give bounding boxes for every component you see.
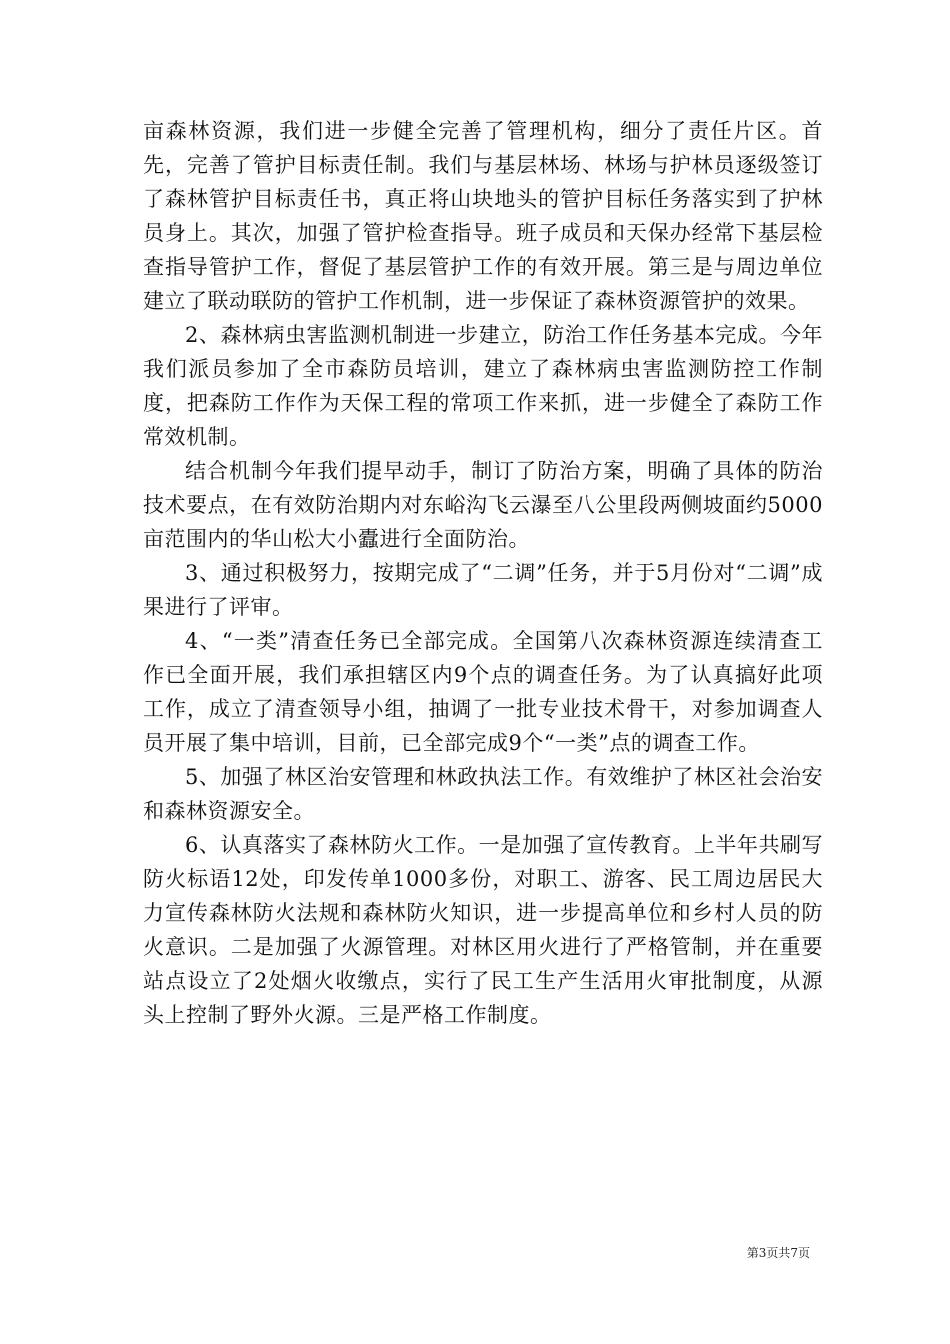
paragraph-public-security: 5、加强了林区治安管理和林政执法工作。有效维护了林区社会治安和森林资源安全。 xyxy=(143,765,823,823)
paragraph-inventory: 4、“一类”清查任务已全部完成。全国第八次森林资源连续清查工作已全面开展，我们承担辖区内9个点的调查任务。为了认真搞好此项工作，成立了清查领导小组，抽调了一批专业技术骨干，对参加调查人员开展了集中培训，目前，已全部完成9个“一类”点的调查工作。 xyxy=(143,629,823,755)
paragraph-fire-prevention: 6、认真落实了森林防火工作。一是加强了宣传教育。上半年共刷写防火标语12处，印发传单1000多份，对职工、游客、民工周边居民大力宣传森林防火法规和森林防火知识，进一步提高单位和乡村人员的防火意识。二是加强了火源管理。对林区用火进行了严格管制，并在重要站点设立了2处烟火收缴点，实行了民工生产生活用火审批制度，从源头上控制了野外火源。三是严格工作制度。 xyxy=(143,833,823,1027)
paragraph-second-survey: 3、通过积极努力，按期完成了“二调”任务，并于5月份对“二调”成果进行了评审。 xyxy=(143,561,823,619)
page-number: 第3页共7页 xyxy=(746,1246,810,1260)
document-body xyxy=(143,114,823,1032)
paragraph-pest-monitoring: 2、森林病虫害监测机制进一步建立，防治工作任务基本完成。今年我们派员参加了全市森防员培训，建立了森林病虫害监测防控工作制度，把森防工作作为天保工程的常项工作来抓，进一步健全了森防工作常效机制。 xyxy=(143,323,823,449)
paragraph-resource-management: 亩森林资源，我们进一步健全完善了管理机构，细分了责任片区。首先，完善了管护目标责任制。我们与基层林场、林场与护林员逐级签订了森林管护目标责任书，真正将山块地头的管护目标任务落实到了护林员身上。其次，加强了管护检查指导。班子成员和天保办经常下基层检查指导管护工作，督促了基层管护工作的有效开展。第三是与周边单位建立了联动联防的管护工作机制，进一步保证了森林资源管护的效果。 xyxy=(143,119,823,313)
paragraph-pest-control: 结合机制今年我们提早动手，制订了防治方案，明确了具体的防治技术要点，在有效防治期内对东峪沟飞云瀑至八公里段两侧坡面约5000亩范围内的华山松大小蠹进行全面防治。 xyxy=(143,459,823,551)
